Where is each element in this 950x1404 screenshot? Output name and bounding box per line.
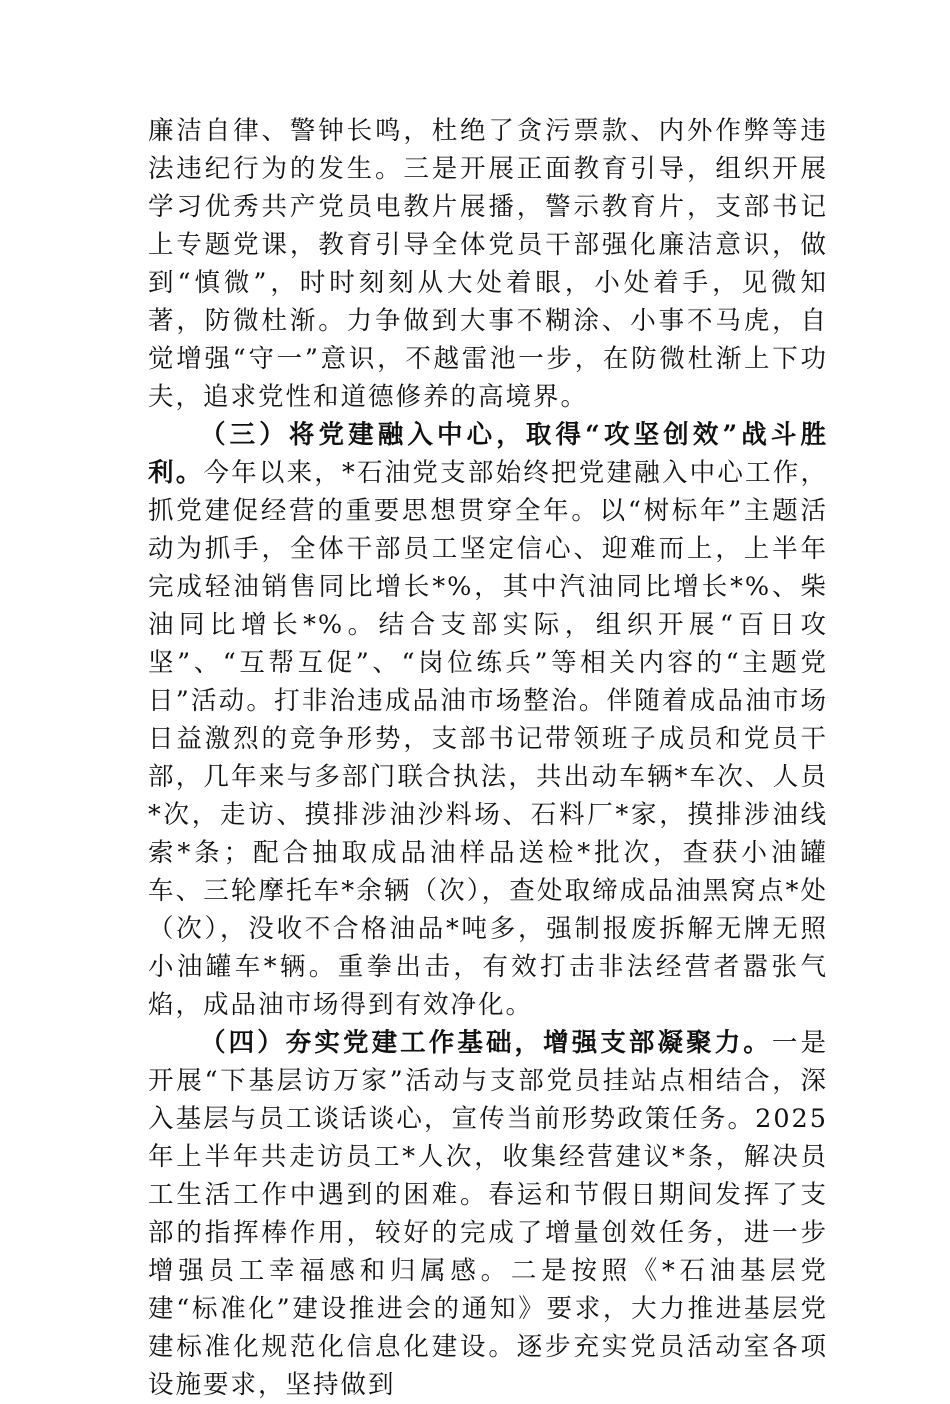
section-heading-three: （三）将党建融入中心，取得“攻坚创效”战斗胜利。: [148, 420, 828, 488]
paragraph-text: 廉洁自律、警钟长鸣，杜绝了贪污票款、内外作弊等违法违纪行为的发生。三是开展正面教育引导，组织开展学习优秀共产党员电教片展播，警示教育片，支部书记上专题党课，教育引导全体党员干部强化廉洁意识，做到“慎微”，时时刻刻从大处着眼，小处着手，见微知著，防微杜渐。力争做到大事不糊涂、小事不马虎，自觉增强“守一”意识，不越雷池一步，在防微杜渐上下功夫，追求党性和道德修养的高境界。: [148, 116, 828, 412]
paragraph-text: 今年以来，*石油党支部始终把党建融入中心工作，抓党建促经营的重要思想贯穿全年。以“树标年”主题活动为抓手，全体干部员工坚定信心、迎难而上，上半年完成轻油销售同比增长*%，其中汽油同比增长*%、柴油同比增长*%。结合支部实际，组织开展“百日攻坚”、“互帮互促”、“岗位练兵”等相关内容的“主题党日”活动。打非治违成品油市场整治。伴随着成品油市场日益激烈的竞争形势，支部书记带领班子成员和党员干部，几年来与多部门联合执法，共出动车辆*车次、人员*次，走访、摸排涉油沙料场、石料厂*家，摸排涉油线索*条；配合抽取成品油样品送检*批次，查获小油罐车、三轮摩托车*余辆（次），查处取缔成品油黑窝点*处（次），没收不合格油品*吨多，强制报废拆解无牌无照小油罐车*辆。重拳出击，有效打击非法经营者嚣张气焰，成品油市场得到有效净化。: [148, 458, 828, 1020]
paragraph-continuation: [148, 112, 828, 416]
section-heading-four: （四）夯实党建工作基础，增强支部凝聚力。: [200, 1028, 772, 1058]
document-body: [148, 112, 828, 1404]
paragraph-section-four: [148, 1024, 828, 1404]
paragraph-text: 一是开展“下基层访万家”活动与支部党员挂站点相结合，深入基层与员工谈话谈心，宣传当前形势政策任务。2025年上半年共走访员工*人次，收集经营建议*条，解决员工生活工作中遇到的困难。春运和节假日期间发挥了支部的指挥棒作用，较好的完成了增量创效任务，进一步增强员工幸福感和归属感。二是按照《*石油基层党建“标准化”建设推进会的通知》要求，大力推进基层党建标准化规范化信息化建设。逐步充实党员活动室各项设施要求，坚持做到: [148, 1028, 828, 1400]
paragraph-section-three: [148, 416, 828, 1024]
